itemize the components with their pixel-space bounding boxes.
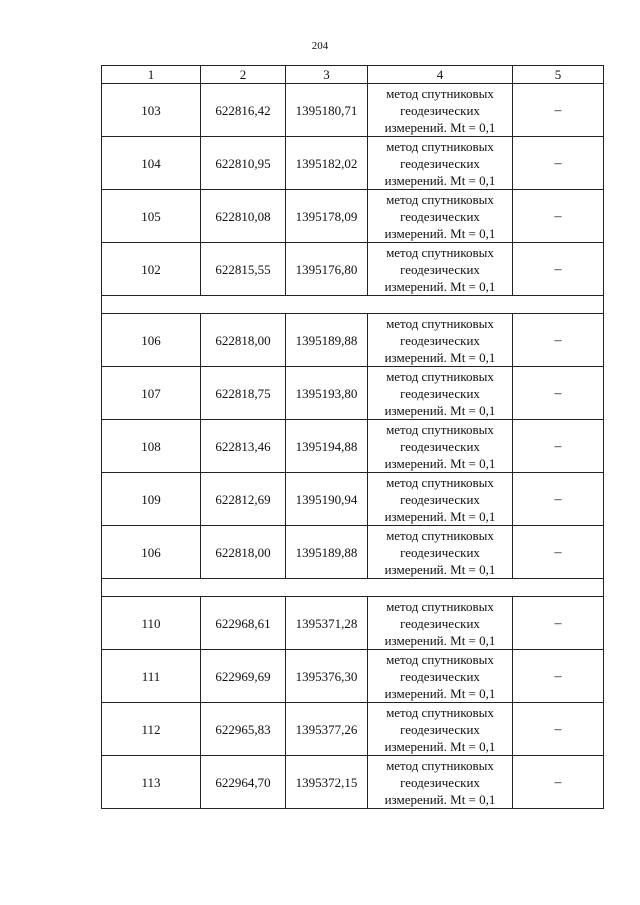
method-line: измерений. Mt = 0,1	[384, 225, 496, 241]
method-line: геодезических	[400, 544, 480, 560]
note-cell: –	[513, 367, 604, 420]
method-line: измерений. Mt = 0,1	[384, 508, 496, 524]
point-number-cell: 108	[102, 420, 201, 473]
table-row	[102, 367, 604, 420]
method-line: измерений. Mt = 0,1	[384, 455, 496, 471]
method-line: измерений. Mt = 0,1	[384, 402, 496, 418]
method-line: метод спутниковых	[386, 757, 494, 773]
column-header: 5	[513, 66, 604, 84]
method-line: измерений. Mt = 0,1	[384, 738, 496, 754]
method-line: измерений. Mt = 0,1	[384, 349, 496, 365]
method-line: измерений. Mt = 0,1	[384, 685, 496, 701]
method-line: геодезических	[400, 261, 480, 277]
method-line: геодезических	[400, 438, 480, 454]
method-cell	[368, 420, 513, 473]
method-line: метод спутниковых	[386, 315, 494, 331]
method-cell	[368, 84, 513, 137]
point-number-cell: 107	[102, 367, 201, 420]
table-row	[102, 190, 604, 243]
y-coordinate-cell: 1395372,15	[286, 756, 368, 809]
y-coordinate-cell: 1395189,88	[286, 526, 368, 579]
method-line: измерений. Mt = 0,1	[384, 278, 496, 294]
y-coordinate-cell: 1395190,94	[286, 473, 368, 526]
separator-cell	[102, 296, 604, 314]
method-line: геодезических	[400, 332, 480, 348]
method-line: измерений. Mt = 0,1	[384, 172, 496, 188]
x-coordinate-cell: 622969,69	[201, 650, 286, 703]
note-cell: –	[513, 190, 604, 243]
y-coordinate-cell: 1395189,88	[286, 314, 368, 367]
point-number-cell: 106	[102, 314, 201, 367]
x-coordinate-cell: 622818,75	[201, 367, 286, 420]
point-number-cell: 103	[102, 84, 201, 137]
x-coordinate-cell: 622816,42	[201, 84, 286, 137]
method-cell	[368, 137, 513, 190]
method-line: метод спутниковых	[386, 191, 494, 207]
separator-cell	[102, 579, 604, 597]
method-cell	[368, 526, 513, 579]
note-cell: –	[513, 650, 604, 703]
y-coordinate-cell: 1395182,02	[286, 137, 368, 190]
x-coordinate-cell: 622815,55	[201, 243, 286, 296]
y-coordinate-cell: 1395194,88	[286, 420, 368, 473]
y-coordinate-cell: 1395180,71	[286, 84, 368, 137]
x-coordinate-cell: 622818,00	[201, 526, 286, 579]
y-coordinate-cell: 1395176,80	[286, 243, 368, 296]
method-line: геодезических	[400, 615, 480, 631]
method-line: метод спутниковых	[386, 598, 494, 614]
method-line: геодезических	[400, 774, 480, 790]
table-row	[102, 243, 604, 296]
note-cell: –	[513, 756, 604, 809]
table-row	[102, 526, 604, 579]
table-row	[102, 314, 604, 367]
y-coordinate-cell: 1395193,80	[286, 367, 368, 420]
column-header: 4	[368, 66, 513, 84]
table-row	[102, 597, 604, 650]
point-number-cell: 113	[102, 756, 201, 809]
y-coordinate-cell: 1395377,26	[286, 703, 368, 756]
note-cell: –	[513, 473, 604, 526]
method-line: геодезических	[400, 155, 480, 171]
point-number-cell: 105	[102, 190, 201, 243]
point-number-cell: 106	[102, 526, 201, 579]
y-coordinate-cell: 1395178,09	[286, 190, 368, 243]
method-cell	[368, 597, 513, 650]
method-line: метод спутниковых	[386, 704, 494, 720]
method-line: геодезических	[400, 668, 480, 684]
method-cell	[368, 473, 513, 526]
table-row	[102, 420, 604, 473]
column-header: 3	[286, 66, 368, 84]
table-row	[102, 756, 604, 809]
coordinates-table	[101, 65, 604, 809]
method-line: метод спутниковых	[386, 85, 494, 101]
x-coordinate-cell: 622968,61	[201, 597, 286, 650]
point-number-cell: 111	[102, 650, 201, 703]
x-coordinate-cell: 622810,08	[201, 190, 286, 243]
note-cell: –	[513, 84, 604, 137]
method-cell	[368, 190, 513, 243]
note-cell: –	[513, 703, 604, 756]
table-header-row	[102, 66, 604, 84]
method-line: метод спутниковых	[386, 138, 494, 154]
group-separator-row	[102, 296, 604, 314]
table-body	[102, 66, 604, 809]
method-cell	[368, 367, 513, 420]
table-row	[102, 473, 604, 526]
note-cell: –	[513, 137, 604, 190]
page-number: 204	[311, 40, 329, 52]
note-cell: –	[513, 420, 604, 473]
method-line: геодезических	[400, 208, 480, 224]
x-coordinate-cell: 622818,00	[201, 314, 286, 367]
method-cell	[368, 650, 513, 703]
x-coordinate-cell: 622810,95	[201, 137, 286, 190]
method-line: геодезических	[400, 491, 480, 507]
method-line: метод спутниковых	[386, 474, 494, 490]
method-line: измерений. Mt = 0,1	[384, 791, 496, 807]
point-number-cell: 109	[102, 473, 201, 526]
y-coordinate-cell: 1395371,28	[286, 597, 368, 650]
method-line: метод спутниковых	[386, 527, 494, 543]
point-number-cell: 104	[102, 137, 201, 190]
method-line: геодезических	[400, 385, 480, 401]
method-cell	[368, 703, 513, 756]
x-coordinate-cell: 622813,46	[201, 420, 286, 473]
method-line: метод спутниковых	[386, 368, 494, 384]
point-number-cell: 110	[102, 597, 201, 650]
point-number-cell: 102	[102, 243, 201, 296]
point-number-cell: 112	[102, 703, 201, 756]
method-line: измерений. Mt = 0,1	[384, 561, 496, 577]
method-line: измерений. Mt = 0,1	[384, 632, 496, 648]
method-line: геодезических	[400, 721, 480, 737]
x-coordinate-cell: 622964,70	[201, 756, 286, 809]
note-cell: –	[513, 243, 604, 296]
table-row	[102, 84, 604, 137]
column-header: 2	[201, 66, 286, 84]
method-cell	[368, 243, 513, 296]
method-line: измерений. Mt = 0,1	[384, 119, 496, 135]
column-header: 1	[102, 66, 201, 84]
table-row	[102, 137, 604, 190]
table-row	[102, 703, 604, 756]
method-cell	[368, 756, 513, 809]
note-cell: –	[513, 314, 604, 367]
method-cell	[368, 314, 513, 367]
x-coordinate-cell: 622812,69	[201, 473, 286, 526]
method-line: метод спутниковых	[386, 421, 494, 437]
method-line: геодезических	[400, 102, 480, 118]
method-line: метод спутниковых	[386, 651, 494, 667]
x-coordinate-cell: 622965,83	[201, 703, 286, 756]
note-cell: –	[513, 526, 604, 579]
group-separator-row	[102, 579, 604, 597]
y-coordinate-cell: 1395376,30	[286, 650, 368, 703]
note-cell: –	[513, 597, 604, 650]
table-row	[102, 650, 604, 703]
method-line: метод спутниковых	[386, 244, 494, 260]
